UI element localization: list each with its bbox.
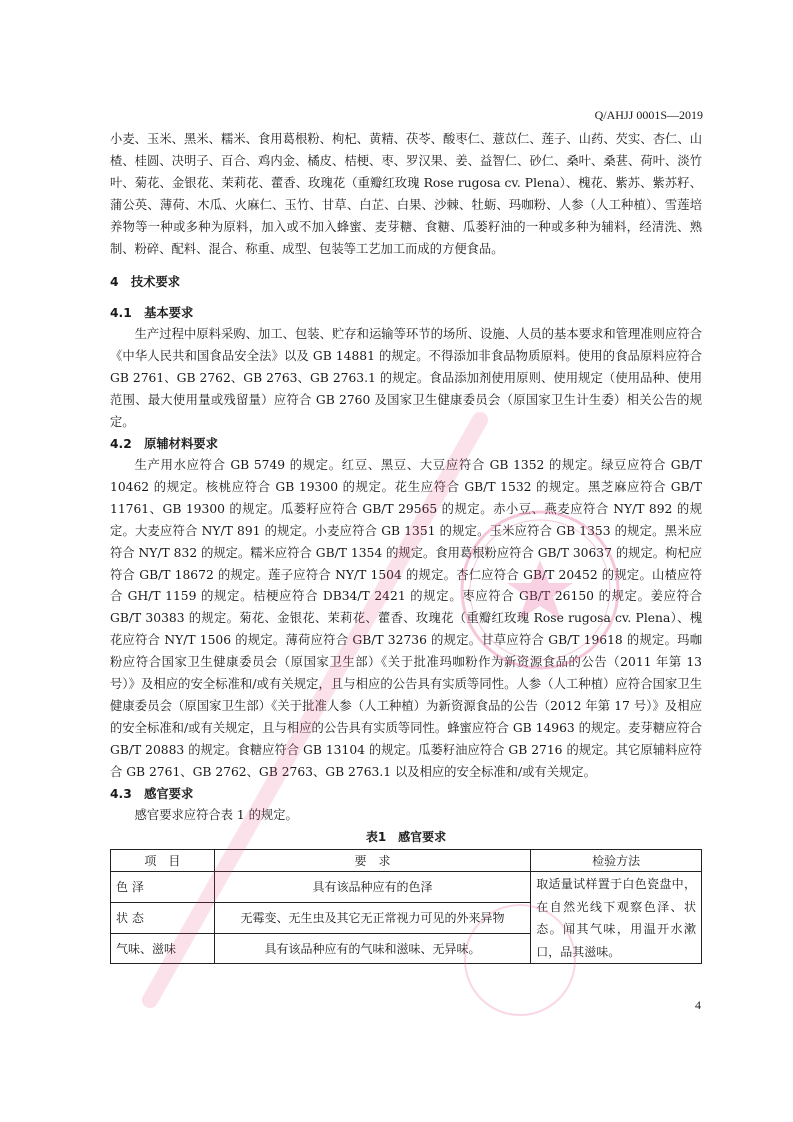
header-item: 项 目 xyxy=(111,850,215,872)
row-requirement: 具有该品种应有的色泽 xyxy=(214,872,530,903)
table-row xyxy=(111,872,702,903)
section-4-2-body: 生产用水应符合 GB 5749 的规定。红豆、黑豆、大豆应符合 GB 1352 的规定。绿豆应符合 GB/T 10462 的规定。核桃应符合 GB 19300 的规定。花生应符合 GB/T 1532 的规定。黑芝麻应符合 GB/T 11761、GB 19300 的规定。瓜蒌籽应符合 GB/T 29565 的规定。赤小豆、燕麦应符合 NY/T 892 的规定。大麦应符合 NY/T 891 的规定。小麦应符合 GB 1351 的规定。玉米应符合 GB 1353 的规定。黑米应符合 NY/T 832 的规定。糯米应符合 GB/T 1354 的规定。食用葛根粉应符合 GB/T 30637 的规定。枸杞应符合 GB/T 18672 的规定。莲子应符合 NY/T 1504 的规定。杏仁应符合 GB/T 20452 的规定。山楂应符合 GH/T 1159 的规定。桔梗应符合 DB34/T 2421 的规定。枣应符合 GB/T 26150 的规定。姜应符合 GB/T 30383 的规定。菊花、金银花、茉莉花、藿香、玫瑰花（重瓣红玫瑰 Rose rugosa cv. Plena）、槐花应符合 NY/T 1506 的规定。薄荷应符合 GB/T 32736 的规定。甘草应符合 GB/T 19618 的规定。玛咖粉应符合国家卫生健康委员会（原国家卫生部）《关于批准玛咖粉作为新资源食品的公告（2011 年第 13 号）》及相应的安全标准和/或有关规定，且与相应的公告具有实质等同性。人参（人工种植）应符合国家卫生健康委员会（原国家卫生部）《关于批准人参（人工种植）为新资源食品的公告（2012 年第 17 号）》及相应的安全标准和/或有关规定，且与相应的公告具有实质等同性。蜂蜜应符合 GB 14963 的规定。麦芽糖应符合 GB/T 20883 的规定。食糖应符合 GB 13104 的规定。瓜蒌籽油应符合 GB 2716 的规定。其它原辅料应符合 GB 2761、GB 2762、GB 2763、GB 2763.1 以及相应的安全标准和/或有关规定。 xyxy=(110,457,702,779)
table-header-row xyxy=(111,850,702,872)
test-method-cell: 取适量试样置于白色瓷盘中，在自然光线下观察色泽、状态。闻其气味，用温开水漱口，品其滋味。 xyxy=(531,872,702,964)
row-item: 状 态 xyxy=(111,903,215,934)
page-number: 4 xyxy=(695,998,701,1012)
intro-paragraph: 小麦、玉米、黑米、糯米、食用葛根粉、枸杞、黄精、茯苓、酸枣仁、薏苡仁、莲子、山药、芡实、杏仁、山楂、桂圆、决明子、百合、鸡内金、橘皮、桔梗、枣、罗汉果、姜、益智仁、砂仁、桑叶、桑葚、荷叶、淡竹叶、菊花、金银花、茉莉花、藿香、玫瑰花（重瓣红玫瑰 Rose rugosa cv. Plena）、槐花、紫苏、紫苏籽、蒲公英、薄荷、木瓜、火麻仁、玉竹、甘草、白芷、白果、沙棘、牡蛎、玛咖粉、人参（人工种植）、雪莲培养物等一种或多种为原料，加入或不加入蜂蜜、麦芽糖、食糖、瓜蒌籽油的一种或多种为辅料，经清洗、熟制、粉碎、配料、混合、称重、成型、包装等工艺加工而成的方便食品。 xyxy=(110,132,702,256)
standard-code: Q/AHJJ 0001S—2019 xyxy=(594,108,703,122)
section-4-1-body: 生产过程中原料采购、加工、包装、贮存和运输等环节的场所、设施、人员的基本要求和管理准则应符合《中华人民共和国食品安全法》以及 GB 14881 的规定。不得添加非食品物质原料。使用的食品原料应符合 GB 2761、GB 2762、GB 2763、GB 2763.1 的规定。食品添加剂使用原则、使用规定（使用品种、使用范围、最大使用量或残留量）应符合 GB 2760 及国家卫生健康委员会（原国家卫生计生委）相关公告的规定。 xyxy=(110,327,702,430)
page-content xyxy=(110,129,702,964)
section-4-3-body: 感官要求应符合表 1 的规定。 xyxy=(134,807,298,822)
section-4-1-heading: 4.1 基本要求 xyxy=(110,306,194,321)
section-4-2-heading: 4.2 原辅材料要求 xyxy=(110,436,218,451)
row-requirement: 具有该品种应有的气味和滋味、无异味。 xyxy=(214,933,530,964)
table-caption: 表1 感官要求 xyxy=(365,830,447,845)
row-item: 色 泽 xyxy=(111,872,215,903)
row-requirement: 无霉变、无生虫及其它无正常视力可见的外来异物 xyxy=(214,903,530,934)
section-4-heading: 4 技术要求 xyxy=(110,275,181,290)
section-4-3-heading: 4.3 感官要求 xyxy=(110,786,194,801)
row-item: 气味、滋味 xyxy=(111,933,215,964)
sensory-requirements-table xyxy=(110,849,702,964)
header-requirement: 要 求 xyxy=(214,850,530,872)
header-method: 检验方法 xyxy=(531,850,702,872)
